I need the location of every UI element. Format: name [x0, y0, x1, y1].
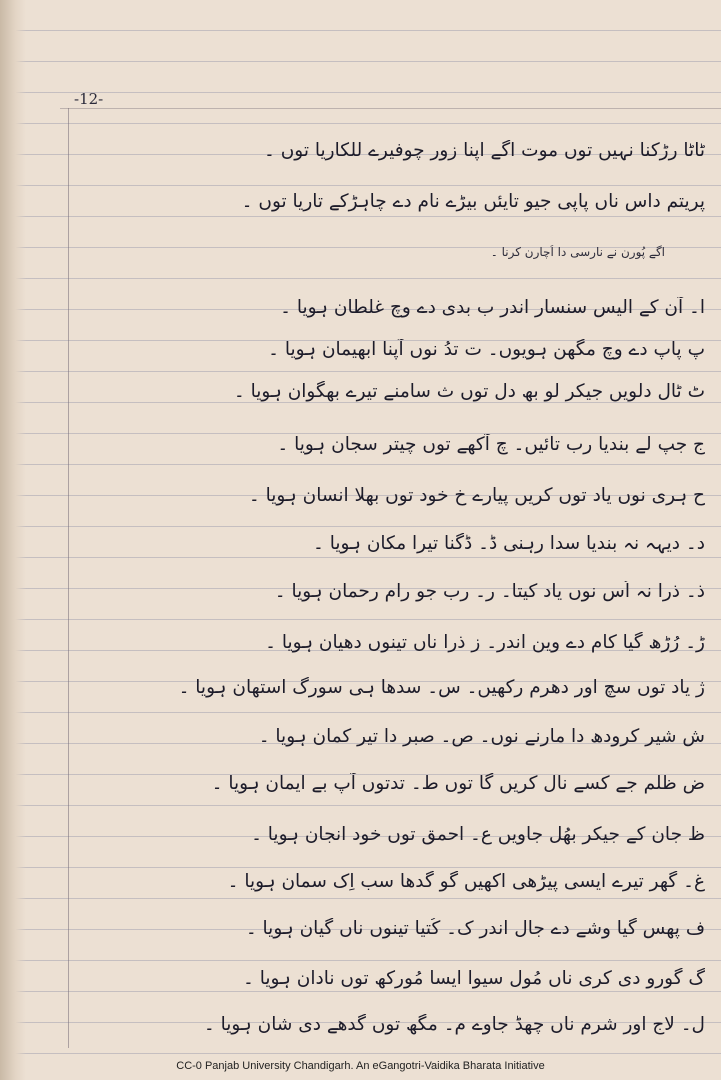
text-line: ٹ ٹال دلویں جیکر لو بھ دل توں ث سامنے تیرے بھگوان ہویا ۔: [233, 381, 705, 402]
text-line: ڑ۔ رُڑھ گیا کام دے وین اندر۔ ز ذرا ناں تینوں دھیان ہویا ۔: [265, 632, 705, 653]
archive-credit: CC-0 Panjab University Chandigarh. An eGangotri-Vaidika Bharata Initiative: [176, 1060, 545, 1072]
text-line: ش شیر کرودھ دا مارنے نوں۔ ص۔ صبر دا تیر کمان ہویا ۔: [258, 726, 705, 747]
text-line: ف پھس گیا وِشے دے جال اندر ک۔ کُتیا تینوں ناں گیان ہویا ۔: [245, 918, 705, 939]
text-line: ا۔ آن کے الیس سنسار اندر ب بدی دے وِچ غلطان ہویا ۔: [280, 297, 705, 318]
text-line: پریتم داس ناں پاپی جیو تایئں بیڑے نام دے چاہڑکے تاریا توں ۔: [241, 191, 705, 212]
text-line: ج جپ لے بندیا رب تائیں۔ چ آکھے توں چیتر سجان ہویا ۔: [277, 434, 705, 455]
section-heading: اگے پُورن نے نارسی دا اُچارن کرنا ۔: [490, 245, 665, 259]
text-line: ذ۔ ذرا نہ اُس نوں یاد کیتا۔ ر۔ رب جو رام رحمان ہویا ۔: [274, 581, 705, 602]
text-line: غ۔ گھر تیرے ایسی پیڑھی اکھیں گو گدھا سب اِک سمان ہویا ۔: [227, 871, 705, 892]
text-line: پ پاپ دے وِچ مگھن ہویوں۔ ت تدُ نوں آپنا ابھیمان ہویا ۔: [268, 339, 705, 360]
text-line: ض ظلم جے کسے نال کریں گا توں ط۔ تدتوں آپ بے ایمان ہویا ۔: [211, 773, 705, 794]
text-line: ظ جان کے جیکر بھُل جاویں ع۔ احمق توں خود انجان ہویا ۔: [251, 824, 705, 845]
page-fold-shadow: [0, 0, 26, 1080]
text-line: ح ہری نوں یاد توں کریں پیارے خ خود توں بھلا انسان ہویا ۔: [248, 485, 705, 506]
text-line: گ گورو دی کری ناں مُول سیوا ایسا مُورکھ توں نادان ہویا ۔: [242, 968, 705, 989]
text-line: ٹاٹا رڑکنا نہیں توں موت اگے اپنا زور چوفیرے للکاریا توں ۔: [263, 140, 705, 161]
text-line: ل۔ لاج اور شرم ناں چھڈ جاوے م۔ مگھ توں گدھے دی شان ہویا ۔: [203, 1014, 705, 1035]
margin-line: [68, 108, 69, 1048]
text-line: د۔ دیہہ نہ بندیا سدا رہنی ڈ۔ ڈگنا تیرا مکان ہویا ۔: [313, 533, 705, 554]
top-rule: [60, 108, 721, 109]
page-number: -12-: [74, 90, 104, 108]
text-line: ژ یاد توں سچ اور دھرم رکھیں۔ س۔ سدھا ہی سورگ استھان ہویا ۔: [178, 677, 705, 698]
